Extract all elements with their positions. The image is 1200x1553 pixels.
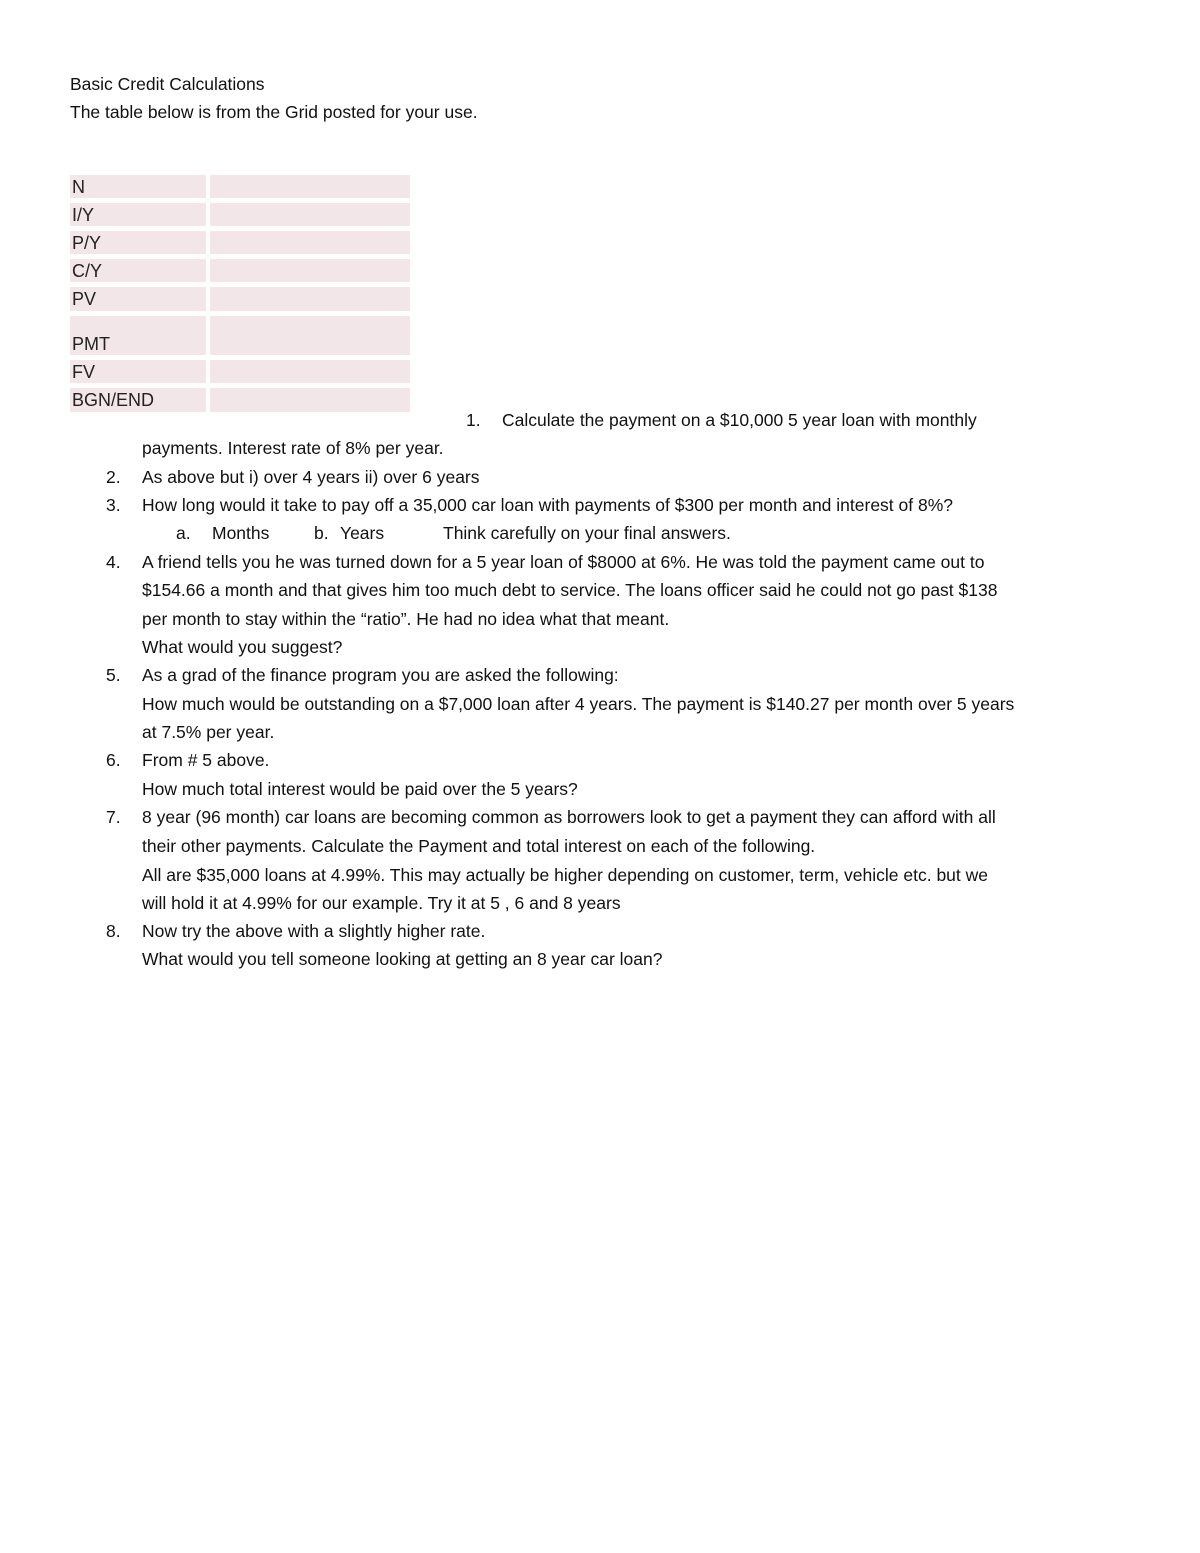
- question-text: As a grad of the finance program you are asked the following:: [142, 665, 619, 685]
- document-title: Basic Credit Calculations: [70, 74, 265, 94]
- question-text: 8 year (96 month) car loans are becoming common as borrowers look to get a payment they can afford with all: [142, 807, 996, 827]
- question-text: Calculate the payment on a $10,000 5 year loan with monthly: [502, 410, 977, 430]
- grid-label: I/Y: [72, 205, 95, 225]
- question-5-cont: How much would be outstanding on a $7,000 loan after 4 years. The payment is $140.27 per month over 5 years: [142, 694, 1015, 714]
- question-3-note: Think carefully on your final answers.: [443, 523, 731, 543]
- question-number: 3.: [106, 495, 121, 515]
- question-4-cont: per month to stay within the “ratio”. He had no idea what that meant.: [142, 609, 670, 629]
- question-text: From # 5 above.: [142, 750, 270, 770]
- question-4-cont: $154.66 a month and that gives him too much debt to service. The loans officer said he could not go past $138: [142, 580, 998, 600]
- question-3-sub-a: [176, 522, 269, 544]
- question-1-cont: payments. Interest rate of 8% per year.: [142, 438, 444, 458]
- sub-item-text: Years: [340, 523, 385, 543]
- question-4-cont: What would you suggest?: [142, 637, 343, 657]
- question-number: 7.: [106, 807, 121, 827]
- question-7: [106, 806, 996, 828]
- question-text: As above but i) over 4 years ii) over 6 years: [142, 467, 480, 487]
- intro-text: The table below is from the Grid posted for your use.: [70, 102, 478, 122]
- question-3-sub-b: [314, 522, 384, 544]
- question-4: [106, 551, 984, 573]
- question-7-cont: will hold it at 4.99% for our example. Try it at 5 , 6 and 8 years: [142, 893, 621, 913]
- question-3: [106, 494, 953, 516]
- grid-row-pmt: [70, 316, 412, 355]
- question-number: 6.: [106, 750, 121, 770]
- sub-item-text: Months: [212, 523, 270, 543]
- sub-item-letter: a.: [176, 523, 191, 543]
- grid-label: C/Y: [72, 261, 103, 281]
- question-7-cont: All are $35,000 loans at 4.99%. This may actually be higher depending on customer, term, vehicle etc. but we: [142, 865, 988, 885]
- grid-row-fv: [70, 360, 412, 383]
- sub-item-letter: b.: [314, 523, 329, 543]
- question-number: 4.: [106, 552, 121, 572]
- question-7-cont: their other payments. Calculate the Payment and total interest on each of the following.: [142, 836, 816, 856]
- grid-row-py: [70, 231, 412, 254]
- grid-row-cy: [70, 259, 412, 282]
- question-8: [106, 920, 485, 942]
- question-5: [106, 664, 619, 686]
- question-number: 2.: [106, 467, 121, 487]
- grid-label: PV: [72, 289, 97, 309]
- question-number: 8.: [106, 921, 121, 941]
- grid-label: PMT: [72, 334, 110, 354]
- question-text: A friend tells you he was turned down for a 5 year loan of $8000 at 6%. He was told the payment came out to: [142, 552, 985, 572]
- question-6-cont: How much total interest would be paid over the 5 years?: [142, 779, 578, 799]
- grid-row-bgn-end: [70, 388, 412, 412]
- question-8-cont: What would you tell someone looking at getting an 8 year car loan?: [142, 949, 663, 969]
- question-1: [466, 409, 977, 431]
- question-number: 1.: [466, 410, 481, 430]
- grid-label: BGN/END: [72, 390, 155, 410]
- grid-row-pv: [70, 287, 412, 311]
- question-6: [106, 749, 269, 771]
- grid-row-n: [70, 175, 412, 198]
- question-number: 5.: [106, 665, 121, 685]
- grid-label: FV: [72, 362, 96, 382]
- grid-label: P/Y: [72, 233, 102, 253]
- question-text: How long would it take to pay off a 35,000 car loan with payments of $300 per month and interest of 8%?: [142, 495, 954, 515]
- grid-row-iy: [70, 203, 412, 226]
- question-text: Now try the above with a slightly higher rate.: [142, 921, 486, 941]
- question-2: [106, 466, 480, 488]
- grid-label: N: [72, 177, 85, 197]
- question-5-cont: at 7.5% per year.: [142, 722, 275, 742]
